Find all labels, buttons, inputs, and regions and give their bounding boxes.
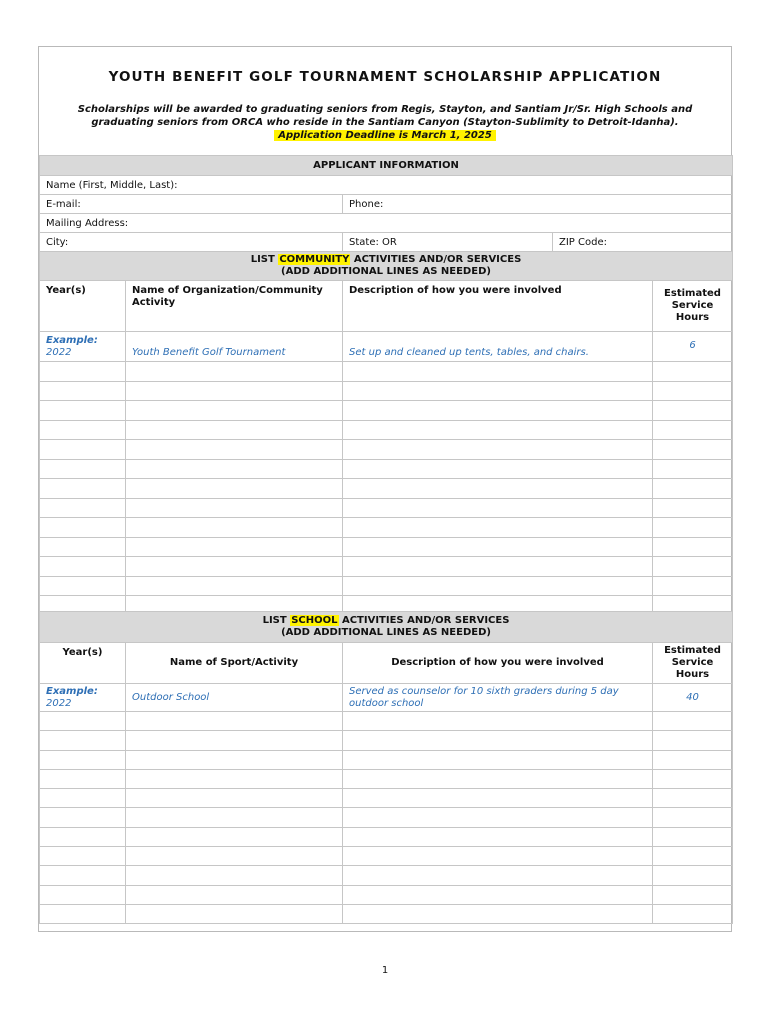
- community-year-cell[interactable]: [40, 518, 126, 538]
- community-hours-cell[interactable]: [653, 557, 733, 577]
- school-entry-row: [40, 731, 733, 750]
- school-year-cell[interactable]: [40, 827, 126, 846]
- school-entry-row: [40, 808, 733, 827]
- community-description-cell[interactable]: [343, 362, 653, 382]
- community-col-desc: Description of how you were involved: [343, 281, 653, 332]
- school-year-cell[interactable]: [40, 789, 126, 808]
- school-year-cell[interactable]: [40, 808, 126, 827]
- intro-line-2: graduating seniors from ORCA who reside in the Santiam Canyon (Stayton-Sublimity to Detroit-Idanha).: [91, 117, 679, 128]
- school-year-cell[interactable]: [40, 885, 126, 904]
- community-year-cell[interactable]: [40, 459, 126, 479]
- community-example-label: Example:: [46, 334, 98, 346]
- community-col-hours: Estimated Service Hours: [653, 281, 733, 332]
- community-name-cell[interactable]: [126, 381, 343, 401]
- name-field[interactable]: Name (First, Middle, Last):: [40, 176, 733, 195]
- community-description-cell[interactable]: [343, 401, 653, 421]
- community-hours-cell[interactable]: [653, 479, 733, 499]
- school-description-cell[interactable]: [343, 808, 653, 827]
- community-name-cell[interactable]: [126, 362, 343, 382]
- community-year-cell[interactable]: [40, 498, 126, 518]
- community-year-cell[interactable]: [40, 362, 126, 382]
- school-description-cell[interactable]: [343, 769, 653, 788]
- community-description-cell[interactable]: [343, 498, 653, 518]
- community-example-hours: 6: [653, 332, 733, 362]
- school-description-cell[interactable]: [343, 904, 653, 923]
- school-name-cell[interactable]: [126, 866, 343, 885]
- school-hours-cell[interactable]: [653, 904, 733, 923]
- school-hours-cell[interactable]: [653, 808, 733, 827]
- community-example-desc: Set up and cleaned up tents, tables, and chairs.: [343, 332, 653, 362]
- community-name-cell[interactable]: [126, 440, 343, 460]
- school-year-cell[interactable]: [40, 712, 126, 731]
- community-description-cell[interactable]: [343, 440, 653, 460]
- school-example-hours: 40: [653, 684, 733, 712]
- school-hours-cell[interactable]: [653, 847, 733, 866]
- community-entry-row: [40, 498, 733, 518]
- community-description-cell[interactable]: [343, 381, 653, 401]
- community-year-cell[interactable]: [40, 557, 126, 577]
- school-description-cell[interactable]: [343, 731, 653, 750]
- community-entry-row: [40, 459, 733, 479]
- school-example-desc: Served as counselor for 10 sixth graders during 5 day outdoor school: [343, 684, 653, 712]
- school-name-cell[interactable]: [126, 789, 343, 808]
- community-name-cell[interactable]: [126, 420, 343, 440]
- community-description-cell[interactable]: [343, 518, 653, 538]
- community-name-cell[interactable]: [126, 498, 343, 518]
- community-entry-row: [40, 576, 733, 596]
- school-description-cell[interactable]: [343, 866, 653, 885]
- school-hours-cell[interactable]: [653, 769, 733, 788]
- application-page: [38, 46, 732, 932]
- community-example-org: Youth Benefit Golf Tournament: [126, 332, 343, 362]
- school-year-cell[interactable]: [40, 904, 126, 923]
- community-description-cell[interactable]: [343, 479, 653, 499]
- community-year-cell[interactable]: [40, 401, 126, 421]
- school-name-cell[interactable]: [126, 847, 343, 866]
- community-description-cell[interactable]: [343, 576, 653, 596]
- community-hours-cell[interactable]: [653, 498, 733, 518]
- community-name-cell[interactable]: [126, 401, 343, 421]
- community-description-cell[interactable]: [343, 557, 653, 577]
- school-year-cell[interactable]: [40, 866, 126, 885]
- school-name-cell[interactable]: [126, 904, 343, 923]
- community-name-cell[interactable]: [126, 576, 343, 596]
- community-hours-cell[interactable]: [653, 537, 733, 557]
- community-activities-table: [39, 251, 733, 616]
- community-section-header: LIST COMMUNITY ACTIVITIES AND/OR SERVICES (ADD ADDITIONAL LINES AS NEEDED): [40, 252, 733, 281]
- school-hours-cell[interactable]: [653, 885, 733, 904]
- school-name-cell[interactable]: [126, 712, 343, 731]
- applicant-info-table: [39, 155, 733, 252]
- school-description-cell[interactable]: [343, 712, 653, 731]
- community-name-cell[interactable]: [126, 479, 343, 499]
- school-hours-cell[interactable]: [653, 827, 733, 846]
- school-description-cell[interactable]: [343, 827, 653, 846]
- school-entry-row: [40, 789, 733, 808]
- school-activities-table: [39, 611, 733, 924]
- school-entry-row: [40, 904, 733, 923]
- community-entry-row: [40, 401, 733, 421]
- community-col-org: Name of Organization/Community Activity: [126, 281, 343, 332]
- school-year-cell[interactable]: [40, 750, 126, 769]
- page-number: 1: [381, 965, 389, 976]
- school-description-cell[interactable]: [343, 847, 653, 866]
- community-name-cell[interactable]: [126, 459, 343, 479]
- community-name-cell[interactable]: [126, 557, 343, 577]
- school-highlight: SCHOOL: [291, 615, 338, 626]
- school-name-cell[interactable]: [126, 731, 343, 750]
- community-hours-cell[interactable]: [653, 518, 733, 538]
- community-year-cell[interactable]: [40, 440, 126, 460]
- community-year-cell[interactable]: [40, 537, 126, 557]
- community-entry-row: [40, 518, 733, 538]
- community-name-cell[interactable]: [126, 518, 343, 538]
- school-name-cell[interactable]: [126, 769, 343, 788]
- community-year-cell[interactable]: [40, 381, 126, 401]
- school-entry-row: [40, 750, 733, 769]
- school-name-cell[interactable]: [126, 827, 343, 846]
- community-example-row: [40, 332, 733, 362]
- school-example-label: Example:: [46, 685, 98, 697]
- school-description-cell[interactable]: [343, 750, 653, 769]
- community-year-cell[interactable]: [40, 576, 126, 596]
- community-hours-cell[interactable]: [653, 381, 733, 401]
- school-entry-row: [40, 847, 733, 866]
- community-description-cell[interactable]: [343, 420, 653, 440]
- applicant-info-header: APPLICANT INFORMATION: [40, 156, 733, 176]
- city-field[interactable]: City:: [40, 233, 343, 252]
- community-entry-row: [40, 420, 733, 440]
- school-col-year: Year(s): [40, 643, 126, 684]
- school-name-cell[interactable]: [126, 808, 343, 827]
- school-name-cell[interactable]: [126, 750, 343, 769]
- community-hours-cell[interactable]: [653, 420, 733, 440]
- school-entry-row: [40, 712, 733, 731]
- zip-field[interactable]: ZIP Code:: [553, 233, 733, 252]
- community-hours-cell[interactable]: [653, 576, 733, 596]
- community-year-cell[interactable]: [40, 479, 126, 499]
- school-col-hours: Estimated Service Hours: [653, 643, 733, 684]
- email-field[interactable]: E-mail:: [40, 195, 343, 214]
- school-section-header: LIST SCHOOL ACTIVITIES AND/OR SERVICES (ADD ADDITIONAL LINES AS NEEDED): [40, 612, 733, 643]
- community-entry-row: [40, 479, 733, 499]
- school-col-org: Name of Sport/Activity: [126, 643, 343, 684]
- school-hours-cell[interactable]: [653, 866, 733, 885]
- school-col-desc: Description of how you were involved: [343, 643, 653, 684]
- school-entry-row: [40, 885, 733, 904]
- school-description-cell[interactable]: [343, 789, 653, 808]
- school-description-cell[interactable]: [343, 885, 653, 904]
- community-col-year: Year(s): [40, 281, 126, 332]
- school-entry-row: [40, 769, 733, 788]
- community-hours-cell[interactable]: [653, 459, 733, 479]
- school-hours-cell[interactable]: [653, 750, 733, 769]
- school-hours-cell[interactable]: [653, 789, 733, 808]
- intro-text: [59, 103, 711, 142]
- community-hours-cell[interactable]: [653, 440, 733, 460]
- school-example-org: Outdoor School: [126, 684, 343, 712]
- school-year-cell[interactable]: [40, 847, 126, 866]
- community-entry-row: [40, 440, 733, 460]
- school-entry-row: [40, 827, 733, 846]
- form-title: YOUTH BENEFIT GOLF TOURNAMENT SCHOLARSHIP APPLICATION: [108, 69, 662, 85]
- phone-field[interactable]: Phone:: [343, 195, 733, 214]
- community-name-cell[interactable]: [126, 537, 343, 557]
- school-hours-cell[interactable]: [653, 731, 733, 750]
- intro-line-1: Scholarships will be awarded to graduating seniors from Regis, Stayton, and Santiam Jr/Sr. High Schools and: [77, 104, 693, 115]
- community-entry-row: [40, 362, 733, 382]
- community-hours-cell[interactable]: [653, 401, 733, 421]
- mailing-address-field[interactable]: Mailing Address:: [40, 214, 733, 233]
- school-entry-row: [40, 866, 733, 885]
- community-highlight: COMMUNITY: [279, 254, 350, 265]
- community-hours-cell[interactable]: [653, 362, 733, 382]
- school-name-cell[interactable]: [126, 885, 343, 904]
- community-entry-row: [40, 557, 733, 577]
- state-field[interactable]: State: OR: [343, 233, 553, 252]
- school-hours-cell[interactable]: [653, 712, 733, 731]
- community-year-cell[interactable]: [40, 420, 126, 440]
- school-example-row: [40, 684, 733, 712]
- community-example-year: 2022: [46, 346, 72, 358]
- community-description-cell[interactable]: [343, 459, 653, 479]
- deadline-notice: Application Deadline is March 1, 2025: [274, 130, 496, 141]
- community-entry-row: [40, 537, 733, 557]
- school-year-cell[interactable]: [40, 769, 126, 788]
- community-description-cell[interactable]: [343, 537, 653, 557]
- school-year-cell[interactable]: [40, 731, 126, 750]
- community-entry-row: [40, 381, 733, 401]
- school-example-year: 2022: [46, 697, 72, 709]
